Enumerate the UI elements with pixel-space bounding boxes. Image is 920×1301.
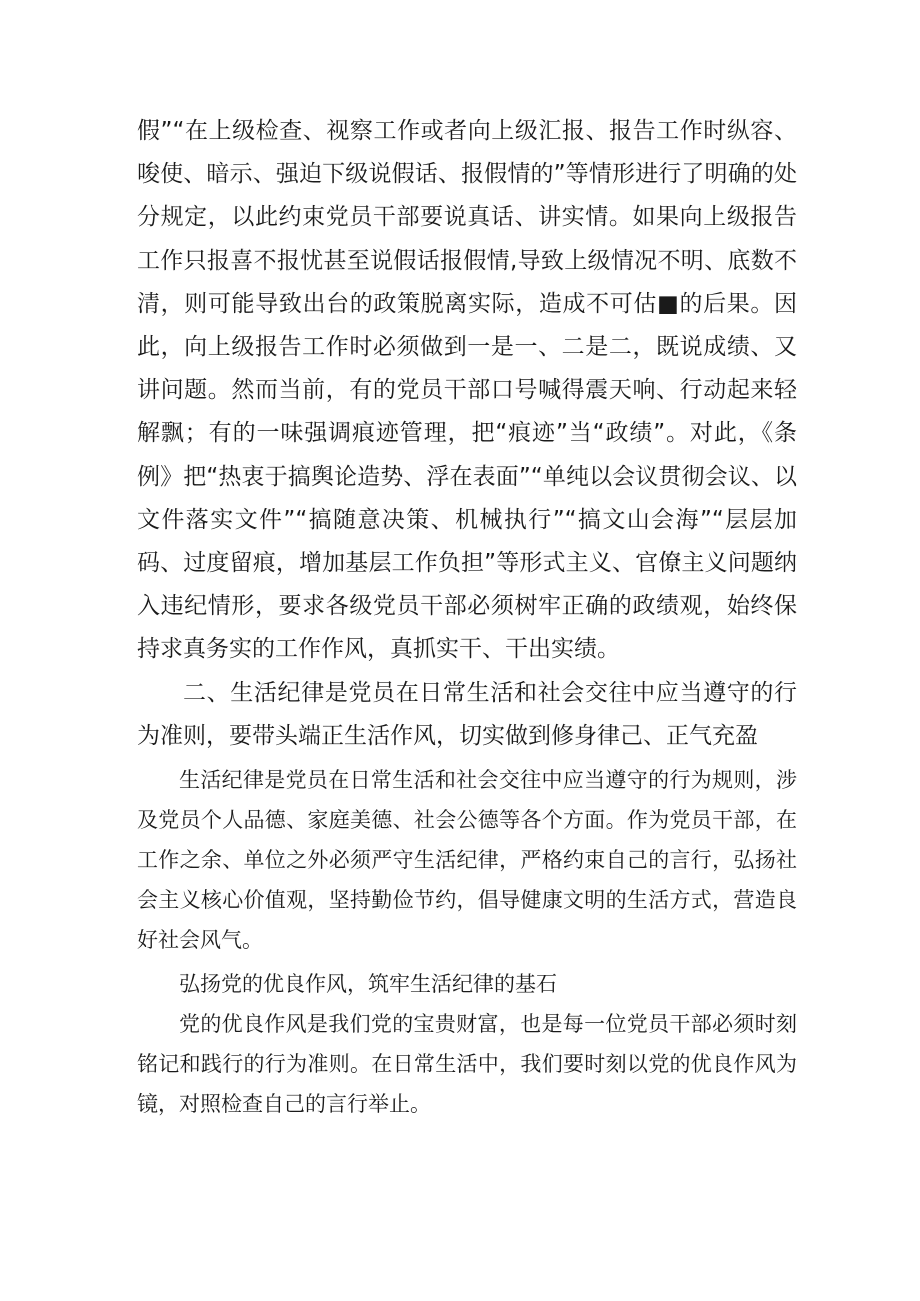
- subheading-party-style: 弘扬党的优良作风，筑牢生活纪律的基石: [179, 972, 557, 996]
- paragraph-life-discipline: 生活纪律是党员在日常生活和社会交往中应当遵守的行为规则，涉及党员个人品德、家庭美德、社会公德等各个方面。作为党员干部，在工作之余、单位之外必须严守生活纪律，严格约束自己的言行，弘扬社会主义核心价值观，坚持勤俭节约，倡导健康文明的生活方式，营造良好社会风气。: [137, 768, 797, 952]
- body-text-sans: [137, 110, 797, 758]
- paragraph-party-style: 党的优良作风是我们党的宝贵财富，也是每一位党员干部必须时刻铭记和践行的行为准则。在日常生活中，我们要时刻以党的优良作风为镜，对照检查自己的言行举止。: [137, 1012, 797, 1116]
- section-heading-two: 二、生活纪律是党员在日常生活和社会交往中应当遵守的行为准则，要带头端正生活作风，切实做到修身律己、正气充盈: [137, 679, 797, 749]
- paragraph-continuation: 假”“在上级检查、视察工作或者向上级汇报、报告工作时纵容、唆使、暗示、强迫下级说假话、报假情的”等情形进行了明确的处分规定，以此约束党员干部要说真话、讲实情。如果向上级报告工作只报喜不报忧甚至说假话报假情,导致上级情况不明、底数不清，则可能导致出台的政策脱离实际，造成不可估■的后果。因此，向上级报告工作时必须做到一是一、二是二，既说成绩、又讲问题。然而当前，有的党员干部口号喊得震天响、行动起来轻解飘；有的一味强调痕迹管理，把“痕迹”当“政绩”。对此，《条例》把“热衷于搞舆论造势、浮在表面”“单纯以会议贯彻会议、以文件落实文件”“搞随意决策、机械执行”“搞文山会海”“层层加码、过度留痕，增加基层工作负担”等形式主义、官僚主义问题纳入违纪情形，要求各级党员干部必须树牢正确的政绩观，始终保持求真务实的工作作风，真抓实干、干出实绩。: [137, 118, 797, 663]
- body-text-serif: [137, 760, 797, 1124]
